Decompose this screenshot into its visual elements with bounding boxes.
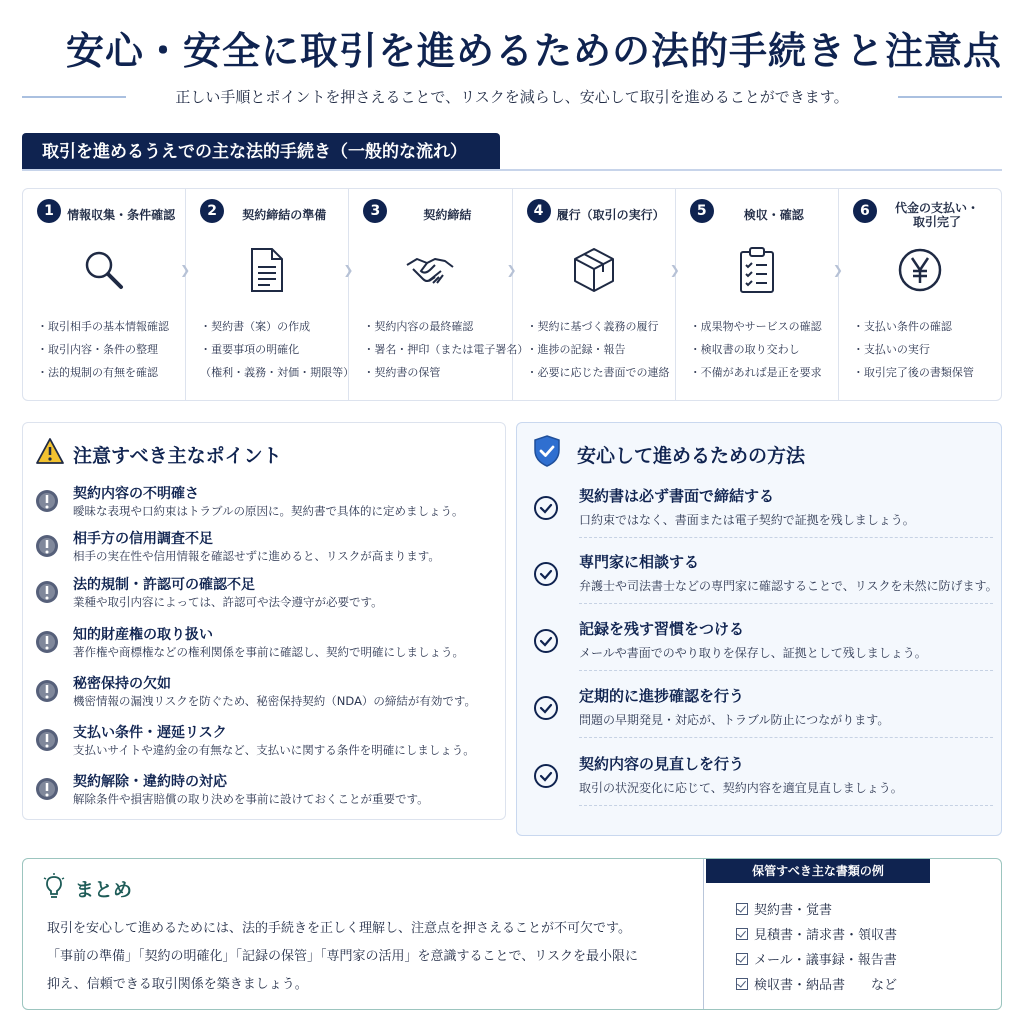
step-item: ・取引完了後の書類保管 [852, 366, 974, 379]
caution-item-body: 相手の実在性や信用情報を確認せずに進めると、リスクが高まります。 [73, 549, 440, 563]
divider [579, 805, 993, 806]
step-title: 代金の支払い・ 取引完了 [894, 201, 979, 229]
step-number: 5 [690, 199, 714, 223]
step-item: ・契約に基づく義務の履行 [526, 320, 659, 333]
caution-item-body: 著作権や商標権などの権利関係を事前に確認し、契約で明確にしましょう。 [73, 645, 464, 659]
handshake-icon [405, 245, 455, 295]
document-label: 契約書・覚書 [754, 903, 833, 918]
exclamation-icon [35, 630, 59, 654]
exclamation-icon [35, 728, 59, 752]
process-step [513, 189, 680, 400]
caution-item-body: 支払いサイトや違約金の有無など、支払いに関する条件を明確にしましょう。 [73, 743, 475, 757]
step-item: ・支払いの実行 [852, 343, 930, 356]
warning-icon [35, 437, 65, 465]
step-number: 6 [853, 199, 877, 223]
check-circle-icon [533, 495, 559, 521]
step-item: ・不備があれば是正を要求 [689, 366, 822, 379]
step-item: ・取引相手の基本情報確認 [37, 320, 169, 333]
caution-item-body: 曖昧な表現や口約束はトラブルの原因に。契約書で具体的に定めましょう。 [73, 504, 464, 518]
clipboard-icon [732, 245, 782, 295]
process-step [349, 189, 529, 400]
lightbulb-icon [43, 873, 65, 901]
step-title: 検収・確認 [743, 208, 804, 222]
safety-item-body: メールや書面でのやり取りを保存し、証拠として残しましょう。 [579, 646, 927, 660]
step-item: ・取引内容・条件の整理 [37, 343, 158, 356]
checkbox-icon [736, 903, 748, 915]
summary-text: 「事前の準備」「契約の明確化」「記録の保管」「専門家の活用」を意識することで、リスクを最小限に [47, 949, 638, 964]
page-title: 安心・安全に取引を進めるための法的手続きと注意点 [65, 29, 1002, 73]
step-title: 契約締結の準備 [242, 208, 327, 222]
divider [579, 737, 993, 738]
safety-item-heading: 契約書は必ず書面で締結する [579, 487, 775, 505]
step-number: 4 [527, 199, 551, 223]
process-step [676, 189, 843, 400]
step-title: 情報収集・条件確認 [67, 208, 176, 222]
document-item [736, 924, 897, 943]
step-item: ・契約内容の最終確認 [363, 320, 474, 333]
safety-panel [516, 422, 1002, 836]
chevron-right-icon: ❯ [343, 263, 354, 277]
step-item: ・成果物やサービスの確認 [689, 320, 822, 333]
process-step [186, 189, 355, 400]
checkbox-icon [736, 978, 748, 990]
safety-item-heading: 記録を残す習慣をつける [579, 620, 745, 638]
summary-title: まとめ [75, 879, 133, 901]
check-circle-icon [533, 763, 559, 789]
step-number: 2 [200, 199, 224, 223]
divider [579, 537, 993, 538]
document-icon [242, 245, 292, 295]
document-item [736, 974, 897, 993]
divider [22, 169, 1002, 171]
step-item: ・契約書（案）の作成 [200, 320, 311, 333]
exclamation-icon [35, 679, 59, 703]
safety-title: 安心して進めるための方法 [577, 445, 806, 467]
document-item [736, 899, 832, 918]
chevron-right-icon: ❯ [180, 263, 191, 277]
page-subtitle: 正しい手順とポイントを押さえることで、リスクを減らし、安心して取引を進めることができます。 [161, 88, 862, 106]
step-item: ・進捗の記録・報告 [526, 343, 626, 356]
step-title: 履行（取引の実行） [556, 208, 665, 222]
caution-item-body: 機密情報の漏洩リスクを防ぐため、秘密保持契約（NDA）の締結が有効です。 [73, 694, 477, 708]
shield-check-icon [533, 435, 561, 467]
exclamation-icon [35, 534, 59, 558]
safety-item-heading: 契約内容の見直しを行う [579, 755, 745, 773]
step-number: 3 [363, 199, 387, 223]
process-steps [22, 188, 1002, 401]
exclamation-icon [35, 489, 59, 513]
caution-item-heading: 契約内容の不明確さ [73, 486, 199, 502]
exclamation-icon [35, 580, 59, 604]
caution-item-heading: 秘密保持の欠如 [73, 676, 171, 692]
caution-title: 注意すべき主なポイント [73, 445, 282, 467]
step-item: ・必要に応じた書面での連絡 [526, 366, 670, 379]
safety-item-body: 問題の早期発見・対応が、トラブル防止につながります。 [579, 713, 890, 727]
checkbox-icon [736, 928, 748, 940]
documents-heading: 保管すべき主な書類の例 [706, 859, 930, 883]
caution-item-body: 解除条件や損害賠償の取り決めを事前に設けておくことが重要です。 [73, 792, 429, 806]
step-item: ・検収書の取り交わし [689, 343, 800, 356]
divider [579, 603, 993, 604]
step-item: ・法的規制の有無を確認 [37, 366, 158, 379]
chevron-right-icon: ❯ [832, 263, 843, 277]
caution-item-body: 業種や取引内容によっては、許認可や法令遵守が必要です。 [73, 595, 383, 609]
check-circle-icon [533, 695, 559, 721]
chevron-right-icon: ❯ [669, 263, 680, 277]
process-heading: 取引を進めるうえでの主な法的手続き（一般的な流れ） [22, 133, 500, 171]
step-item: ・重要事項の明確化 [200, 343, 300, 356]
check-circle-icon [533, 628, 559, 654]
exclamation-icon [35, 777, 59, 801]
step-title: 契約締結 [423, 208, 472, 222]
step-item: ・支払い条件の確認 [852, 320, 952, 333]
subtitle-row [22, 84, 1002, 110]
process-step [23, 189, 191, 400]
box-icon [569, 245, 619, 295]
check-circle-icon [533, 561, 559, 587]
safety-item-heading: 専門家に相談する [579, 553, 700, 571]
caution-item-heading: 知的財産権の取り扱い [73, 627, 213, 643]
step-item: ・署名・押印（または電子署名） [363, 343, 529, 356]
document-label: 検収書・納品書 など [754, 978, 898, 993]
safety-item-body: 口約束ではなく、書面または電子契約で証拠を残しましょう。 [579, 513, 915, 527]
magnifier-icon [79, 245, 129, 295]
caution-panel [22, 422, 506, 820]
safety-item-heading: 定期的に進捗確認を行う [579, 687, 745, 705]
summary-text: 取引を安心して進めるためには、法的手続きを正しく理解し、注意点を押さえることが不可欠です。 [47, 921, 631, 936]
document-label: メール・議事録・報告書 [754, 953, 897, 968]
summary-panel [22, 858, 1002, 1010]
summary-text: 抑え、信頼できる取引関係を築きましょう。 [47, 977, 308, 992]
caution-item-heading: 契約解除・違約時の対応 [73, 774, 227, 790]
safety-item-body: 取引の状況変化に応じて、契約内容を適宜見直しましょう。 [579, 781, 903, 795]
documents-list [703, 859, 1002, 1009]
caution-item-heading: 相手方の信用調査不足 [73, 531, 213, 547]
divider [579, 670, 993, 671]
document-item [736, 949, 897, 968]
step-number: 1 [37, 199, 61, 223]
caution-item-heading: 法的規制・許認可の確認不足 [73, 577, 255, 593]
chevron-right-icon: ❯ [506, 263, 517, 277]
yen-icon [895, 245, 945, 295]
process-step [839, 189, 1001, 400]
caution-item-heading: 支払い条件・遅延リスク [73, 725, 227, 741]
step-item: ・契約書の保管 [363, 366, 441, 379]
safety-item-body: 弁護士や司法書士などの専門家に確認することで、リスクを未然に防げます。 [579, 579, 998, 593]
step-item: （権利・義務・対価・期限等） [200, 366, 355, 379]
checkbox-icon [736, 953, 748, 965]
document-label: 見積書・請求書・領収書 [754, 928, 898, 943]
